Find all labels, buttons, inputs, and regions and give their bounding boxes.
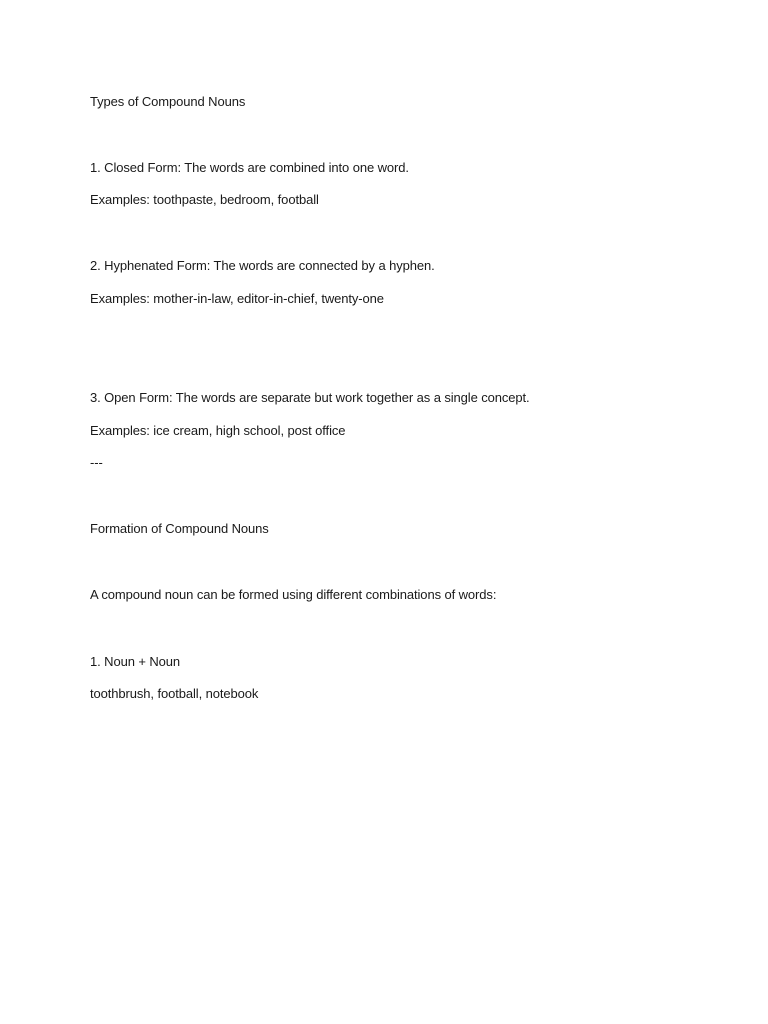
formation-intro: A compound noun can be formed using different combinations of words: bbox=[90, 587, 497, 602]
hyphenated-form-definition: 2. Hyphenated Form: The words are connected by a hyphen. bbox=[90, 258, 435, 273]
closed-form-definition: 1. Closed Form: The words are combined into one word. bbox=[90, 160, 409, 175]
noun-noun-heading: 1. Noun + Noun bbox=[90, 654, 181, 669]
noun-noun-examples: toothbrush, football, notebook bbox=[90, 686, 259, 701]
open-form-definition: 3. Open Form: The words are separate but work together as a single concept. bbox=[90, 390, 530, 405]
separator-text: --- bbox=[90, 455, 103, 470]
section-heading-types: Types of Compound Nouns bbox=[90, 94, 246, 109]
closed-form-examples: Examples: toothpaste, bedroom, football bbox=[90, 192, 319, 207]
section-heading-formation: Formation of Compound Nouns bbox=[90, 521, 269, 536]
hyphenated-form-examples: Examples: mother-in-law, editor-in-chief, twenty-one bbox=[90, 291, 384, 306]
open-form-examples: Examples: ice cream, high school, post office bbox=[90, 423, 346, 438]
